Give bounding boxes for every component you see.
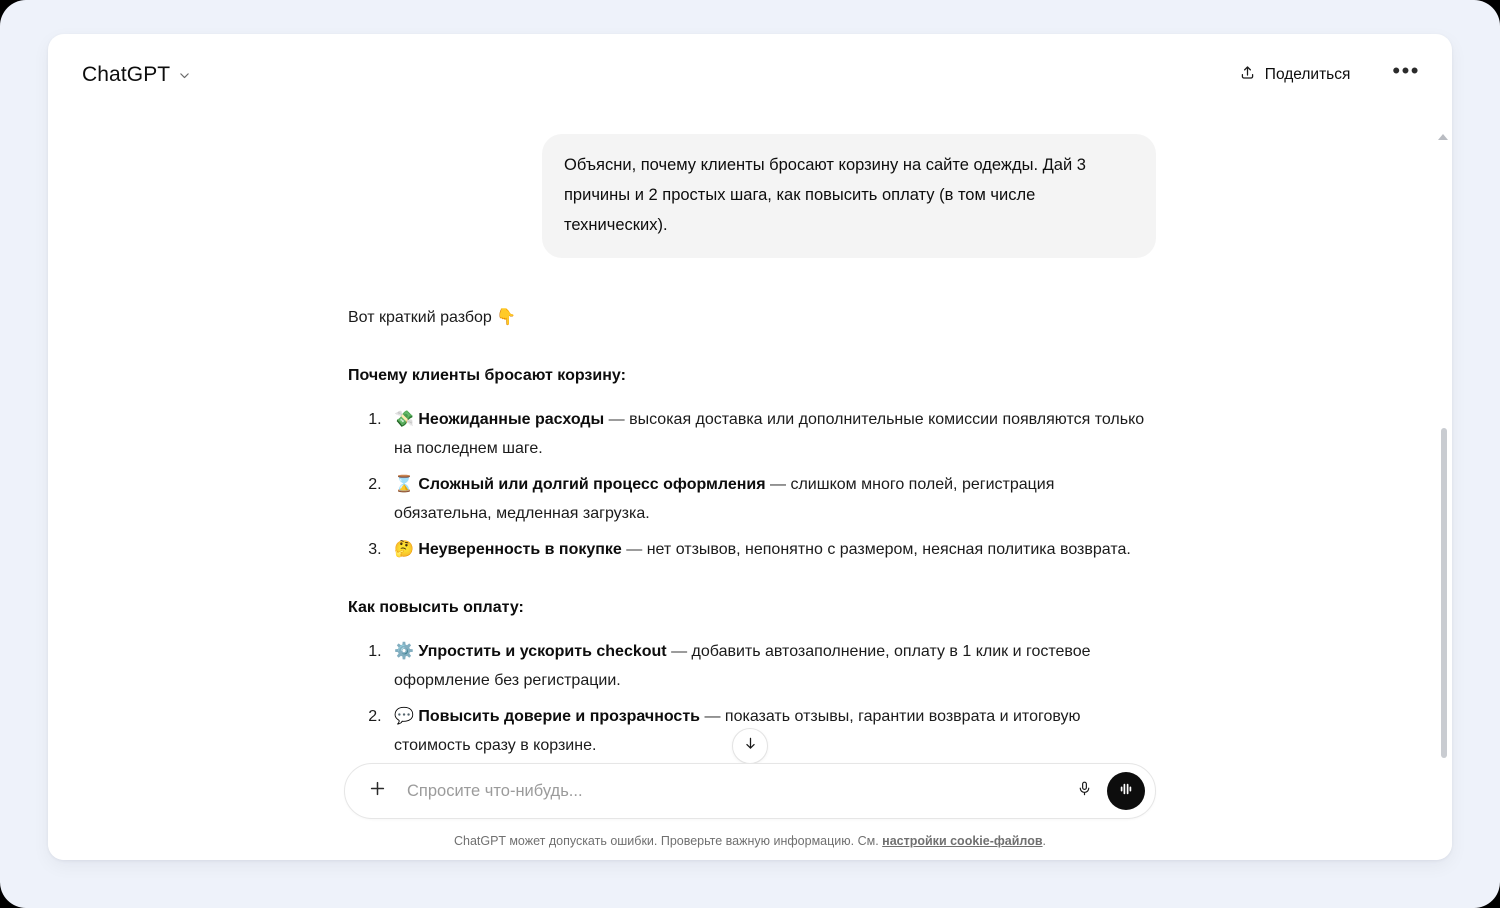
reasons-list: [348, 404, 1156, 564]
chatgpt-app-card: [48, 34, 1452, 860]
section-heading-steps: Как повысить оплату:: [348, 599, 524, 616]
disclaimer-text: ChatGPT может допускать ошибки. Проверьте важную информацию. См.: [453, 834, 883, 848]
hourglass-emoji: ⌛: [394, 474, 414, 493]
scroll-up-arrow-icon[interactable]: [1438, 134, 1448, 140]
list-item: [386, 404, 1156, 463]
share-button-label: Поделиться: [1264, 66, 1351, 83]
list-item: [386, 469, 1156, 528]
list-item: [386, 534, 1156, 564]
cookie-settings-link[interactable]: настройки cookie-файлов: [882, 834, 1043, 848]
dictate-button[interactable]: [1067, 774, 1101, 808]
list-item-text: слишком много полей, регистрация обязательна, медленная загрузка.: [394, 476, 1055, 522]
disclaimer: [48, 834, 1452, 848]
more-options-button[interactable]: •••: [1392, 58, 1420, 83]
brand-title: ChatGPT: [82, 63, 171, 86]
disclaimer-suffix: .: [1042, 834, 1047, 848]
gear-emoji: ⚙️: [394, 641, 414, 660]
corner-notch-top-left: [0, 0, 14, 14]
user-message-row: [344, 134, 1156, 258]
assistant-intro-text: Вот краткий разбор: [348, 309, 492, 326]
scroll-to-bottom-button[interactable]: [732, 728, 768, 764]
voice-waveform-icon: [1116, 779, 1136, 804]
message-thread: [344, 116, 1156, 815]
pointing-down-emoji: 👇: [496, 307, 517, 326]
list-item-title: Неуверенность в покупке: [418, 541, 622, 558]
list-item-text: нет отзывов, непонятно с размером, неясная политика возврата.: [646, 541, 1131, 558]
list-item-dash: —: [626, 541, 643, 558]
voice-mode-button[interactable]: [1107, 772, 1145, 810]
list-item-title: Неожиданные расходы: [418, 411, 605, 428]
list-item-text: высокая доставка или дополнительные комиссии появляются только на последнем шаге.: [394, 411, 1145, 457]
list-item-dash: —: [608, 411, 625, 428]
list-item: [386, 636, 1156, 695]
list-item-text: показать отзывы, гарантии возврата и итоговую стоимость сразу в корзине.: [394, 708, 1081, 754]
list-item-title: Повысить доверие и прозрачность: [418, 708, 700, 725]
scrollbar-track[interactable]: [1439, 116, 1449, 860]
list-item-dash: —: [704, 708, 721, 725]
section-heading-reasons: Почему клиенты бросают корзину:: [348, 367, 626, 384]
scrollbar-thumb[interactable]: [1441, 428, 1447, 758]
composer-area: [48, 763, 1452, 860]
microphone-icon: [1076, 780, 1093, 802]
conversation-scroll-area[interactable]: [48, 116, 1452, 860]
list-item: [386, 701, 1156, 760]
speech-balloon-emoji: 💬: [394, 706, 414, 725]
list-item-dash: —: [770, 476, 787, 493]
corner-notch-bottom-right: [1486, 894, 1500, 908]
share-upload-icon: [1239, 64, 1256, 86]
list-item-title: Сложный или долгий процесс оформления: [418, 476, 766, 493]
user-message-bubble: Объясни, почему клиенты бросают корзину на сайте одежды. Дай 3 причины и 2 простых шага, как повысить оплату (в том числе технических).: [542, 134, 1156, 258]
plus-icon: [368, 779, 387, 803]
add-attachment-button[interactable]: [361, 775, 393, 807]
thinking-face-emoji: 🤔: [394, 539, 414, 558]
composer: [344, 763, 1156, 819]
money-with-wings-emoji: 💸: [394, 409, 414, 428]
model-selector[interactable]: [74, 59, 199, 91]
chevron-down-icon: [178, 69, 191, 82]
message-input[interactable]: [393, 781, 1067, 802]
arrow-down-icon: [742, 735, 759, 757]
assistant-intro: [348, 302, 1156, 332]
share-button[interactable]: [1229, 58, 1361, 92]
list-item-dash: —: [671, 643, 688, 660]
top-bar-actions: [1229, 58, 1426, 92]
list-item-title: Упростить и ускорить checkout: [418, 643, 667, 660]
list-item-text: добавить автозаполнение, оплату в 1 клик и гостевое оформление без регистрации.: [394, 643, 1091, 689]
top-bar: [48, 34, 1452, 116]
